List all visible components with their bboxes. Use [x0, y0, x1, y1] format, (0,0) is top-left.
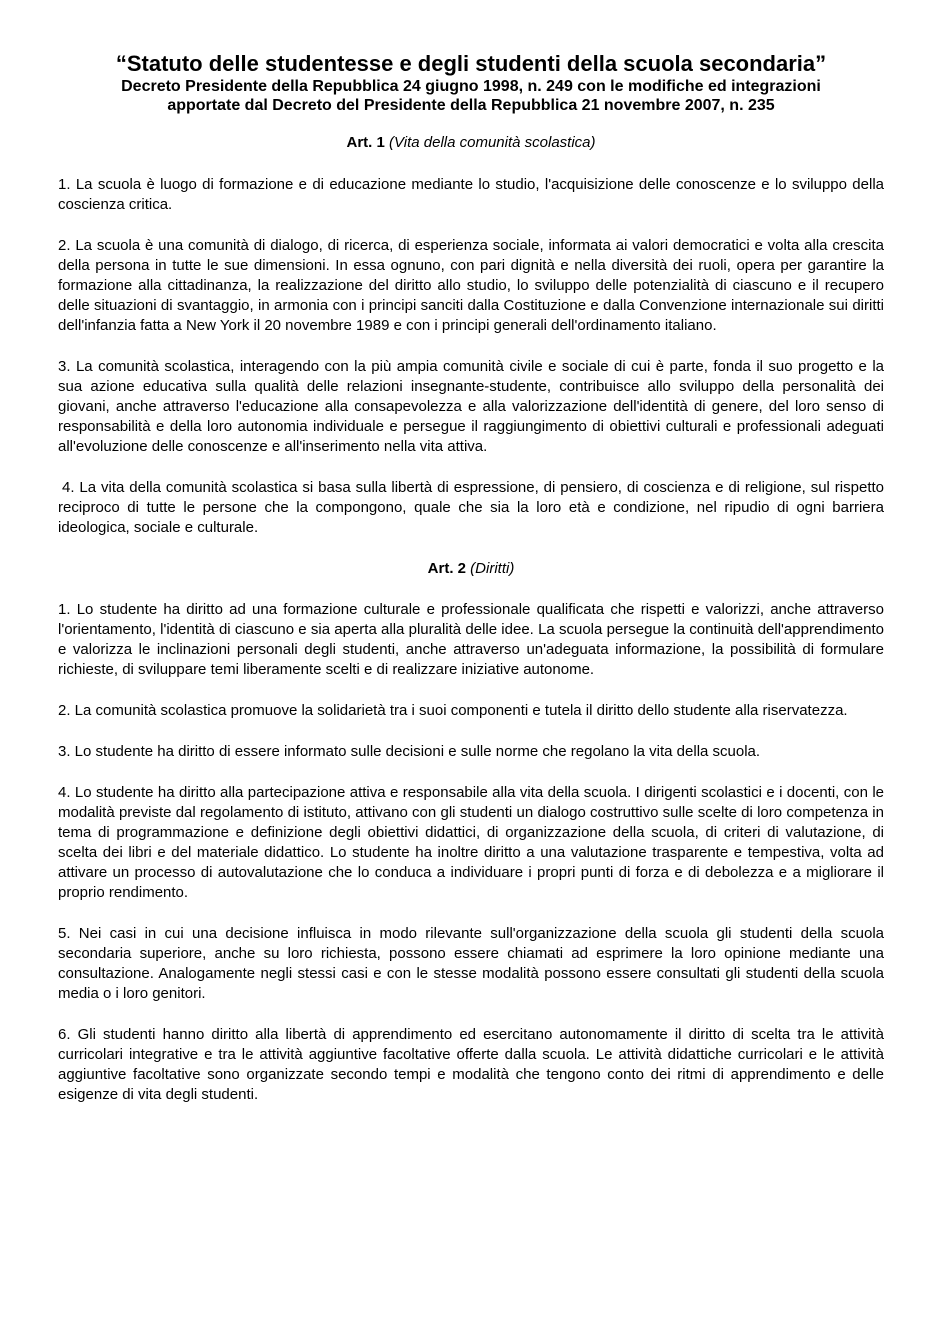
document-subtitle-line1: Decreto Presidente della Repubblica 24 giugno 1998, n. 249 con le modifiche ed integrazioni — [121, 78, 821, 95]
article-1-paragraph-1: 1. La scuola è luogo di formazione e di educazione mediante lo studio, l'acquisizione delle conoscenze e lo sviluppo della coscienza critica. — [58, 176, 884, 213]
article-2-heading — [58, 559, 884, 579]
article-2-paragraph-4: 4. Lo studente ha diritto alla partecipazione attiva e responsabile alla vita della scuola. I dirigenti scolastici e i docenti, con le modalità previste dal regolamento di istituto, attivano con gli studenti un dialogo costruttivo sulle scelte di loro competenza in tema di programmazione e definizione degli obiettivi didattici, di organizzazione della scuola, di criteri di valutazione, di scelta dei libri e del materiale didattico. Lo studente ha inoltre diritto a una valutazione trasparente e tempestiva, volta ad attivare un processo di autovalutazione che lo conduca a individuare i propri punti di forza e di debolezza e a migliorare il proprio rendimento. — [58, 784, 884, 901]
article-1-heading — [58, 133, 884, 153]
article-1-paragraph-4: 4. La vita della comunità scolastica si basa sulla libertà di espressione, di pensiero, di coscienza e di religione, sul rispetto reciproco di tutte le persone che la compongono, quale che sia la loro età e condizione, nel ripudio di ogni barriera ideologica, sociale e culturale. — [58, 479, 884, 536]
article-1-number: Art. 1 — [346, 134, 385, 151]
article-1 — [58, 133, 884, 538]
document-subtitle-line2: apportate dal Decreto del Presidente della Repubblica 21 novembre 2007, n. 235 — [167, 97, 775, 114]
article-2-number: Art. 2 — [427, 560, 466, 577]
article-2-paragraph-5: 5. Nei casi in cui una decisione influisca in modo rilevante sull'organizzazione della scuola gli studenti della scuola secondaria superiore, anche su loro richiesta, possono essere chiamati ad esprimere la loro opinione mediante una consultazione. Analogamente negli stessi casi e con le stesse modalità possono essere consultati gli studenti della scuola media o i loro genitori. — [58, 925, 884, 1002]
document-title: “Statuto delle studentesse e degli studenti della scuola secondaria” — [115, 51, 827, 76]
article-2-subject: (Diritti) — [470, 560, 515, 577]
article-2-paragraph-6: 6. Gli studenti hanno diritto alla libertà di apprendimento ed esercitano autonomamente il diritto di scelta tra le attività curricolari integrative e tra le attività aggiuntive facoltative offerte dalla scuola. Le attività didattiche curricolari e le attività aggiuntive facoltative sono organizzate secondo tempi e modalità che tengono conto dei ritmi di apprendimento e delle esigenze di vita degli studenti. — [58, 1026, 884, 1103]
article-2-paragraph-3: 3. Lo studente ha diritto di essere informato sulle decisioni e sulle norme che regolano la vita della scuola. — [58, 743, 761, 760]
article-1-subject: (Vita della comunità scolastica) — [389, 134, 596, 151]
article-1-paragraph-2: 2. La scuola è una comunità di dialogo, di ricerca, di esperienza sociale, informata ai valori democratici e volta alla crescita della persona in tutte le sue dimensioni. In essa ognuno, con pari dignità e nella diversità dei ruoli, opera per garantire la formazione alla cittadinanza, la realizzazione del diritto allo studio, lo sviluppo delle potenzialità di ciascuno e il recupero delle situazioni di svantaggio, in armonia con i principi sanciti dalla Costituzione e dalla Convenzione internazionale sui diritti dell'infanzia fatta a New York il 20 novembre 1989 e con i principi generali dell'ordinamento italiano. — [58, 237, 884, 334]
article-1-paragraph-3: 3. La comunità scolastica, interagendo con la più ampia comunità civile e sociale di cui è parte, fonda il suo progetto e la sua azione educativa sulla qualità delle relazioni insegnante-studente, contribuisce allo sviluppo della personalità dei giovani, anche attraverso l'educazione alla consapevolezza e alla valorizzazione dell'identità di genere, del loro senso di responsabilità e della loro autonomia individuale e persegue il raggiungimento di obiettivi culturali e professionali adeguati all'evoluzione delle conoscenze e all'inserimento nella vita attiva. — [58, 358, 884, 455]
article-2-paragraph-2: 2. La comunità scolastica promuove la solidarietà tra i suoi componenti e tutela il diritto dello studente alla riservatezza. — [58, 702, 848, 719]
article-2 — [58, 559, 884, 1105]
article-2-paragraph-1: 1. Lo studente ha diritto ad una formazione culturale e professionale qualificata che rispetti e valorizzi, anche attraverso l'orientamento, l'identità di ciascuno e sia aperta alla pluralità delle idee. La scuola persegue la continuità dell'apprendimento e valorizza le inclinazioni personali degli studenti, anche attraverso un'adeguata informazione, la possibilità di formulare richieste, di sviluppare temi liberamente scelti e di realizzare iniziative autonome. — [58, 601, 884, 678]
document-page — [58, 52, 884, 1105]
